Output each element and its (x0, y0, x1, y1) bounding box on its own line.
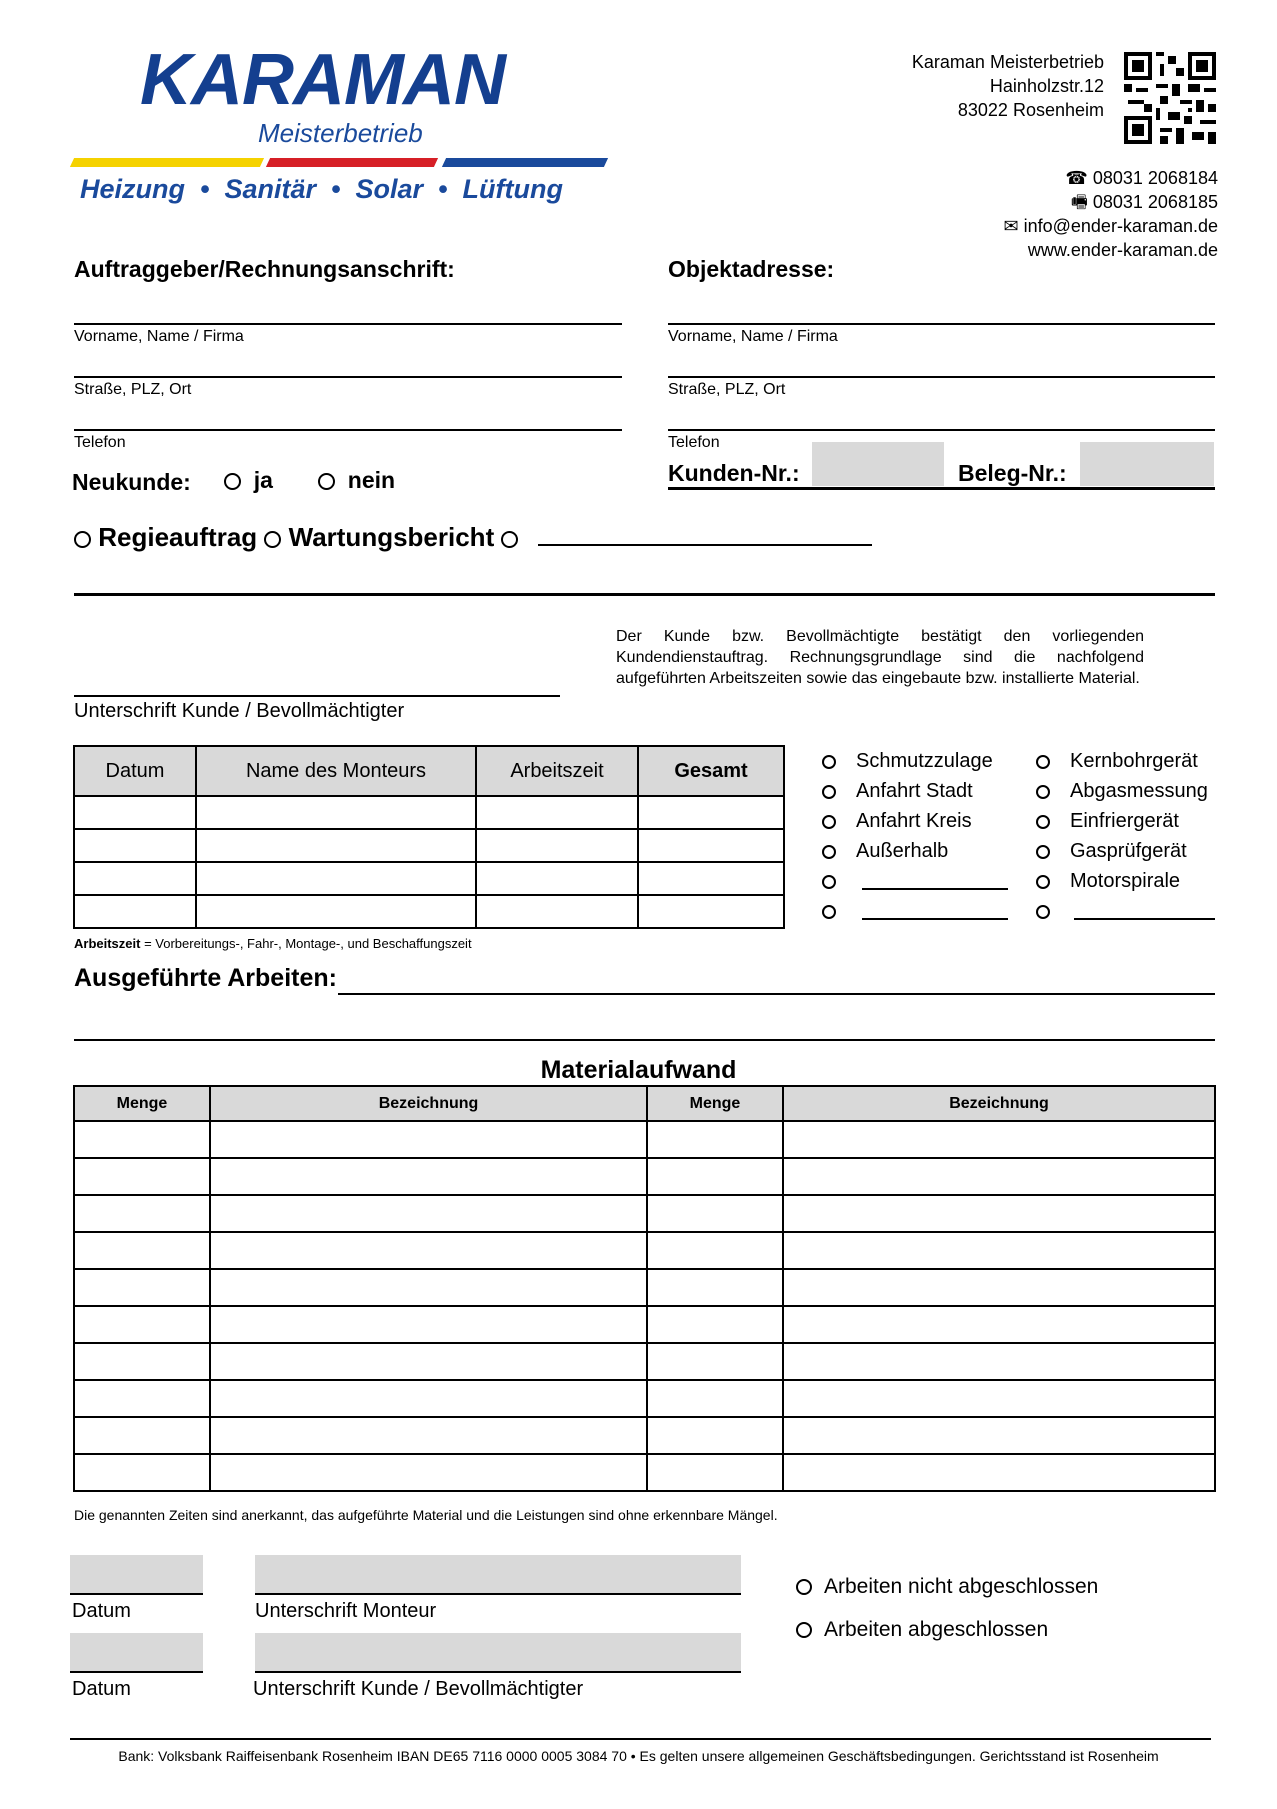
fax-icon: 🖷 (1070, 192, 1088, 212)
note-rest: = Vorbereitungs-, Fahr-, Montage-, und Beschaffungszeit (140, 936, 472, 951)
receipt-no-label: Beleg-Nr.: (958, 460, 1067, 486)
header-menge-1: Menge (74, 1086, 210, 1121)
object-name-line[interactable] (668, 323, 1215, 325)
phone-icon: ☎ (1065, 168, 1088, 188)
object-street-label: Straße, PLZ, Ort (668, 381, 786, 398)
note-bold: Arbeitszeit (74, 936, 141, 951)
company-logo (140, 40, 560, 160)
client-phone-line[interactable] (74, 429, 622, 431)
header-arbeitszeit: Arbeitszeit (476, 746, 638, 796)
option-einfriergeraet[interactable]: Einfriergerät (1036, 810, 1179, 833)
client-name-line[interactable] (74, 323, 622, 325)
monteur-signature-line (255, 1593, 741, 1595)
customer-signature-label: Unterschrift Kunde / Bevollmächtigter (74, 700, 405, 722)
option-schmutzzulage[interactable]: Schmutzzulage (822, 750, 993, 773)
date1-line (70, 1593, 203, 1595)
option-anfahrt-stadt[interactable]: Anfahrt Stadt (822, 780, 973, 803)
option-blank-left-1[interactable] (822, 870, 856, 893)
material-note: Die genannten Zeiten sind anerkannt, das aufgeführte Material und die Leistungen sind ohne erkennbare Mängel. (74, 1507, 778, 1523)
company-address (912, 50, 1104, 122)
work-done-line-2[interactable] (74, 1039, 1215, 1041)
date2-field[interactable] (70, 1633, 203, 1671)
no-radio[interactable] (318, 473, 335, 490)
date1-label: Datum (72, 1600, 131, 1622)
option-blank-right-line[interactable] (1074, 918, 1215, 920)
confirmation-text: Der Kunde bzw. Bevollmächtigte bestätigt den vorliegenden Kundendienstauftrag. Rechnungsgrundlage sind die nachfolgend aufgeführten Arbeitszeiten sowie das eingebaute bzw. installierte Material. (616, 628, 1144, 687)
client-phone-label: Telefon (74, 434, 126, 451)
option-blank-left-1-line[interactable] (862, 888, 1008, 890)
footer-line (70, 1738, 1211, 1740)
option-anfahrt-kreis[interactable]: Anfahrt Kreis (822, 810, 972, 833)
tagline-lueftung: Lüftung (462, 174, 563, 204)
option-blank-right[interactable] (1036, 900, 1070, 923)
company-name: Karaman Meisterbetrieb (911, 52, 1104, 72)
option-blank-left-2[interactable] (822, 900, 856, 923)
order-type-row (74, 522, 518, 553)
other-order-line[interactable] (538, 544, 872, 546)
date2-line (70, 1671, 203, 1673)
object-phone-label: Telefon (668, 434, 720, 451)
material-table (73, 1085, 1216, 1492)
company-phone: 08031 2068184 (1092, 168, 1218, 188)
date2-label: Datum (72, 1678, 131, 1700)
monteur-signature-label: Unterschrift Monteur (255, 1600, 437, 1622)
header-bezeichnung-2: Bezeichnung (783, 1086, 1215, 1121)
customer-signature-line[interactable] (74, 695, 560, 697)
option-gaspruefgeraet[interactable]: Gasprüfgerät (1036, 840, 1187, 863)
object-street-line[interactable] (668, 376, 1215, 378)
monteur-signature-field[interactable] (255, 1555, 741, 1593)
phone-row (1004, 166, 1219, 190)
fax-row (1004, 190, 1219, 214)
completion-done[interactable]: Arbeiten abgeschlossen (796, 1618, 1048, 1642)
table-row (74, 829, 784, 862)
kunde-signature-line (255, 1671, 741, 1673)
company-street: Hainholzstr.12 (989, 76, 1104, 96)
table-row (74, 1121, 1215, 1158)
yes-radio[interactable] (224, 473, 241, 490)
table-row (74, 1380, 1215, 1417)
kunde-signature-label: Unterschrift Kunde / Bevollmächtigter (253, 1678, 584, 1700)
company-contacts (1004, 166, 1219, 262)
logo-tagline: Heizung • Sanitär • Solar • Lüftung (80, 174, 563, 204)
client-street-label: Straße, PLZ, Ort (74, 381, 192, 398)
work-done-line-1[interactable] (338, 993, 1215, 995)
new-customer-no[interactable] (318, 467, 395, 494)
tagline-solar: Solar (355, 174, 424, 204)
wartung-radio[interactable] (264, 531, 281, 548)
material-title: Materialaufwand (540, 1056, 737, 1084)
object-name-label: Vorname, Name / Firma (668, 328, 838, 345)
company-fax: 08031 2068185 (1092, 192, 1218, 212)
date1-field[interactable] (70, 1555, 203, 1593)
table-row (74, 1343, 1215, 1380)
email-icon: ✉ (1003, 216, 1019, 236)
wartung-label: Wartungsbericht (288, 522, 495, 552)
regie-label: Regieauftrag (98, 522, 258, 552)
table-row (74, 1232, 1215, 1269)
customer-no-field[interactable] (812, 442, 944, 486)
client-name-label: Vorname, Name / Firma (74, 328, 244, 345)
option-motorspirale[interactable]: Motorspirale (1036, 870, 1180, 893)
stripe-red (266, 158, 438, 167)
stripe-yellow (70, 158, 264, 167)
option-ausserhalb[interactable]: Außerhalb (822, 840, 948, 863)
object-phone-line[interactable] (668, 429, 1215, 431)
table-row (74, 1306, 1215, 1343)
tagline-sanitaer: Sanitär (224, 174, 317, 204)
stripe-blue (442, 158, 608, 167)
table-row (74, 796, 784, 829)
header-monteur: Name des Monteurs (196, 746, 476, 796)
object-heading: Objektadresse: (668, 256, 835, 282)
qr-code-icon (1124, 52, 1216, 144)
table-row (74, 1158, 1215, 1195)
company-email[interactable]: info@ender-karaman.de (1023, 216, 1218, 236)
option-abgasmessung[interactable]: Abgasmessung (1036, 780, 1208, 803)
customer-no-label: Kunden-Nr.: (668, 460, 800, 486)
separator-line (74, 593, 1215, 596)
receipt-no-field[interactable] (1080, 442, 1214, 486)
footer-text: Bank: Volksbank Raiffeisenbank Rosenheim IBAN DE65 7116 0000 0005 3084 70 • Es gelten unsere allgemeinen Geschäftsbedingungen. Gerichtsstand ist Rosenheim (118, 1748, 1159, 1764)
work-time-table (73, 745, 785, 929)
table-row (74, 862, 784, 895)
option-kernbohrgeraet[interactable]: Kernbohrgerät (1036, 750, 1198, 773)
other-radio[interactable] (501, 531, 518, 548)
logo-sub: Meisterbetrieb (258, 118, 423, 148)
company-city: 83022 Rosenheim (957, 100, 1104, 120)
table-row (74, 1195, 1215, 1232)
no-label: nein (347, 467, 396, 493)
company-web[interactable]: www.ender-karaman.de (1027, 240, 1218, 260)
tagline-heizung: Heizung (80, 174, 185, 204)
new-customer-label: Neukunde: (72, 469, 191, 495)
new-customer-yes[interactable] (224, 467, 273, 494)
regie-radio[interactable] (74, 531, 91, 548)
table-row (74, 1417, 1215, 1454)
work-time-note (74, 936, 472, 951)
kunde-signature-field[interactable] (255, 1633, 741, 1671)
client-heading: Auftraggeber/Rechnungsanschrift: (74, 256, 455, 282)
yes-label: ja (253, 467, 273, 493)
table-row (74, 1454, 1215, 1491)
header-datum: Datum (74, 746, 196, 796)
header-gesamt: Gesamt (638, 746, 784, 796)
customer-no-underline (668, 487, 1215, 490)
logo-name: KARAMAN (140, 40, 505, 120)
header-menge-2: Menge (647, 1086, 783, 1121)
work-done-label: Ausgeführte Arbeiten: (74, 964, 337, 992)
table-row (74, 895, 784, 928)
header-bezeichnung-1: Bezeichnung (210, 1086, 647, 1121)
option-blank-left-2-line[interactable] (862, 918, 1008, 920)
completion-not-done[interactable]: Arbeiten nicht abgeschlossen (796, 1575, 1098, 1599)
table-row (74, 1269, 1215, 1306)
email-row (1004, 214, 1219, 238)
client-street-line[interactable] (74, 376, 622, 378)
